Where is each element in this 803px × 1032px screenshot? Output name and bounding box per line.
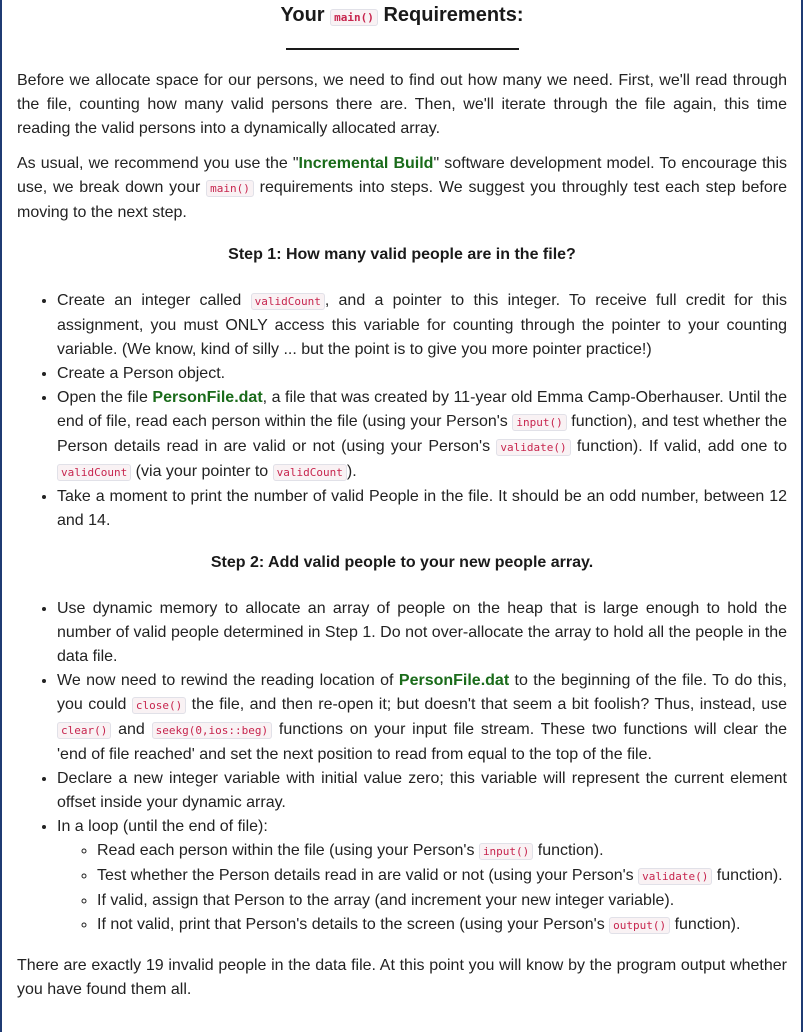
step2-item-declare: • Declare a new integer variable with initial value zero; this variable will represent the current element offset inside your dynamic array. — [57, 767, 787, 815]
text: In a loop (until the end of file): — [57, 818, 268, 835]
build-paragraph — [17, 152, 787, 225]
step1-item-validcount — [57, 289, 787, 362]
text: function). — [712, 867, 783, 884]
input-code: input() — [512, 414, 566, 431]
text: , a file that was created by 11-year old Emma Camp-Oberhauser. Until the end of file, read each person within the file (using your Person's — [57, 389, 788, 430]
validate-code: validate() — [638, 868, 712, 885]
text: function). — [533, 842, 604, 859]
title-prefix: Your — [280, 4, 325, 26]
text: Create an integer called — [57, 292, 251, 309]
step2-item-rewind — [57, 669, 787, 767]
text: If not valid, print that Person's details to the screen (using your Person's — [97, 916, 610, 933]
intro-paragraph: Before we allocate space for our persons, we need to find out how many we need. First, we'll read through the file, counting how many valid persons there are. Then, we'll iterate through the file again, this time reading the valid persons into a dynamically allocated array. — [17, 72, 787, 137]
text: the file, and then re-open it; but doesn't that seem a bit foolish? Thus, instead, use — [186, 696, 788, 713]
loop-item-invalid — [97, 913, 787, 938]
loop-item-read — [97, 839, 787, 864]
text: Open the file — [57, 389, 153, 406]
build-text-b: " software development model. To encourage this use, we break down your — [17, 155, 788, 196]
step1-heading: Step 1: How many valid people are in the file? — [228, 246, 576, 263]
personfile-name: PersonFile.dat — [398, 672, 510, 689]
text: (via your pointer to — [131, 463, 273, 480]
text: function). If valid, add one to — [570, 438, 787, 455]
text: and — [111, 721, 152, 738]
text: to the beginning of the file. To do this, you could — [57, 672, 788, 713]
validcount-code: validCount — [57, 464, 131, 481]
build-text-c: requirements into steps. We suggest you throughly test each step before moving to the next step. — [17, 179, 787, 221]
loop-item-test — [97, 864, 787, 889]
title-code: main() — [330, 9, 378, 26]
text: function), and test whether the Person details read in are valid or not (using your Person's — [57, 413, 788, 455]
personfile-name: PersonFile.dat — [152, 389, 263, 406]
step1-item-open-file — [57, 386, 787, 485]
page-title — [17, 0, 787, 34]
step1-item-print: • Take a moment to print the number of valid People in the file. It should be an odd number, between 12 and 14. — [57, 485, 787, 533]
text: Read each person within the file (using your Person's — [97, 842, 479, 859]
incremental-build-term: Incremental Build — [298, 155, 434, 172]
close-code: close() — [132, 697, 186, 714]
text: ). — [346, 463, 357, 480]
step2-item-loop — [57, 815, 787, 938]
closing-paragraph: There are exactly 19 invalid people in the data file. At this point you will know by the program output whether you have found them all. — [17, 957, 787, 998]
main-code: main() — [206, 180, 254, 197]
title-divider — [286, 48, 519, 50]
seekg-code: seekg(0,ios::beg) — [152, 722, 273, 739]
text: We now need to rewind the reading location of — [57, 672, 399, 689]
text: Test whether the Person details read in are valid or not (using your Person's — [97, 867, 639, 884]
title-suffix: Requirements: — [383, 4, 524, 26]
clear-code: clear() — [57, 722, 111, 739]
step2-heading: Step 2: Add valid people to your new people array. — [210, 554, 594, 571]
output-code: output() — [609, 917, 670, 934]
validate-code: validate() — [496, 439, 570, 456]
text: function). — [670, 916, 741, 933]
step2-item-allocate: • Use dynamic memory to allocate an array of people on the heap that is large enough to hold the number of valid people determined in Step 1. Do not over-allocate the array to hold all the people in the data file. — [57, 597, 787, 669]
validcount-code: validCount — [251, 293, 325, 310]
loop-sublist — [57, 839, 787, 938]
validcount-code: validCount — [273, 464, 347, 481]
loop-item-valid: ◦ If valid, assign that Person to the array (and increment your new integer variable). — [97, 889, 787, 913]
text: , and a pointer to this integer. To receive full credit for this assignment, you must ONLY access this variable for counting through the pointer to your counting variable. (We know, kind of silly ... but the point is to give you more pointer practice!) — [57, 292, 787, 358]
step2-list — [17, 597, 787, 938]
input-code: input() — [479, 843, 533, 860]
step1-item-person: • Create a Person object. — [57, 362, 787, 386]
step1-list — [17, 289, 787, 533]
text: functions on your input file stream. These two functions will clear the 'end of file reached' and set the next position to read from equal to the top of the file. — [57, 721, 787, 763]
build-text-a: As usual, we recommend you use the " — [17, 155, 299, 172]
